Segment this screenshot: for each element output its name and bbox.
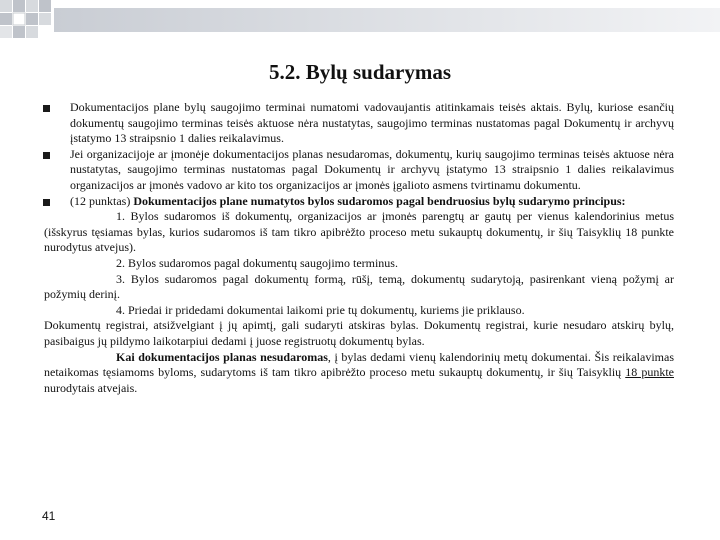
bullet-text: Dokumentacijos plane bylų saugojimo terminai numatomi vadovaujantis atitinkamais teisės aktais. Bylų, kuriose esančių dokumentų saugojimo terminas teisės aktuose nėra nustatytas, saugojimo terminas nustatomas pagal Dokumentų ir archyvų įstatymo 13 straipsnio 1 dalies reikalavimus. — [70, 100, 674, 146]
bullet-text: Jei organizacijoje ar įmonėje dokumentacijos planas nesudaromas, dokumentų, kurių saugojimo terminas teisės aktuose nėra nustatytas, saugojimo terminas nustatomas pagal Dokumentų ir archyvų įstatymo 13 straipsnio 1 dalies reikalavimus organizacijos ar įmonės vadovo ar kito tos organizacijos ar įmonės įgalioto asmens tvirtinamu dokumentu. — [70, 146, 674, 192]
bullet-prefix: (12 punktas) — [70, 193, 134, 208]
list-item: 4. Priedai ir pridedami dokumentai laikomi prie tų dokumentų, kuriems jie priklauso. — [116, 302, 525, 317]
bullet-item — [44, 147, 674, 194]
list-item: 3. Bylos sudaromos pagal dokumentų formą, rūšį, temą, dokumentų sudarytoją, pasirenkant vieną požymį ar požymių derinį. — [44, 271, 674, 302]
bullet-bold-text: Dokumentacijos plane numatytos bylos sudaromos pagal bendruosius bylų sudarymo principus: — [133, 193, 626, 208]
bullet-item — [44, 100, 674, 147]
page-number: 41 — [42, 509, 56, 523]
square-bullet-icon — [43, 152, 50, 159]
registers-paragraph: Dokumentų registrai, atsižvelgiant į jų apimtį, gali sudaryti atskiras bylas. Dokumentų registrai, kurie nesudaro atskirų bylų, pasibaigus jų pildymo laikotarpiui dedami į juose registruotų dokumentų bylas. — [44, 318, 674, 348]
section-reference-link[interactable]: 18 punkte — [625, 365, 674, 380]
final-text-1: , į bylas dedami vienų kalendorinių metų dokumentai. Šis reikalavimas netaikomas tęsiamoms byloms, sudarytoms iš tam tikro apibrėžto proceso metu sukauptų dokumentų, ir šių Taisyklių — [44, 349, 674, 380]
final-bold-text: Kai dokumentacijos planas nesudaromas — [116, 349, 328, 364]
square-bullet-icon — [43, 199, 50, 206]
square-bullet-icon — [43, 105, 50, 112]
final-paragraph — [44, 350, 674, 397]
bullet-item — [44, 194, 674, 210]
slide-title: 5.2. Bylų sudarymas — [268, 60, 452, 84]
list-item: 1. Bylos sudaromos iš dokumentų, organizacijos ar įmonės parengtų ar gautų per vienus kalendorinius metus (išskyrus tęsiamas bylas, kurios sudaromos iš tam tikro apibrėžto proceso metu sukauptų dokumentų, ir šių Taisyklių 18 punkte nurodytus atvejus). — [44, 209, 674, 255]
list-item: 2. Bylos sudaromos pagal dokumentų saugojimo terminus. — [116, 255, 398, 270]
final-text-2: nurodytais atvejais. — [44, 380, 138, 395]
slide-content — [44, 100, 674, 396]
corner-grid-decoration — [0, 0, 720, 44]
